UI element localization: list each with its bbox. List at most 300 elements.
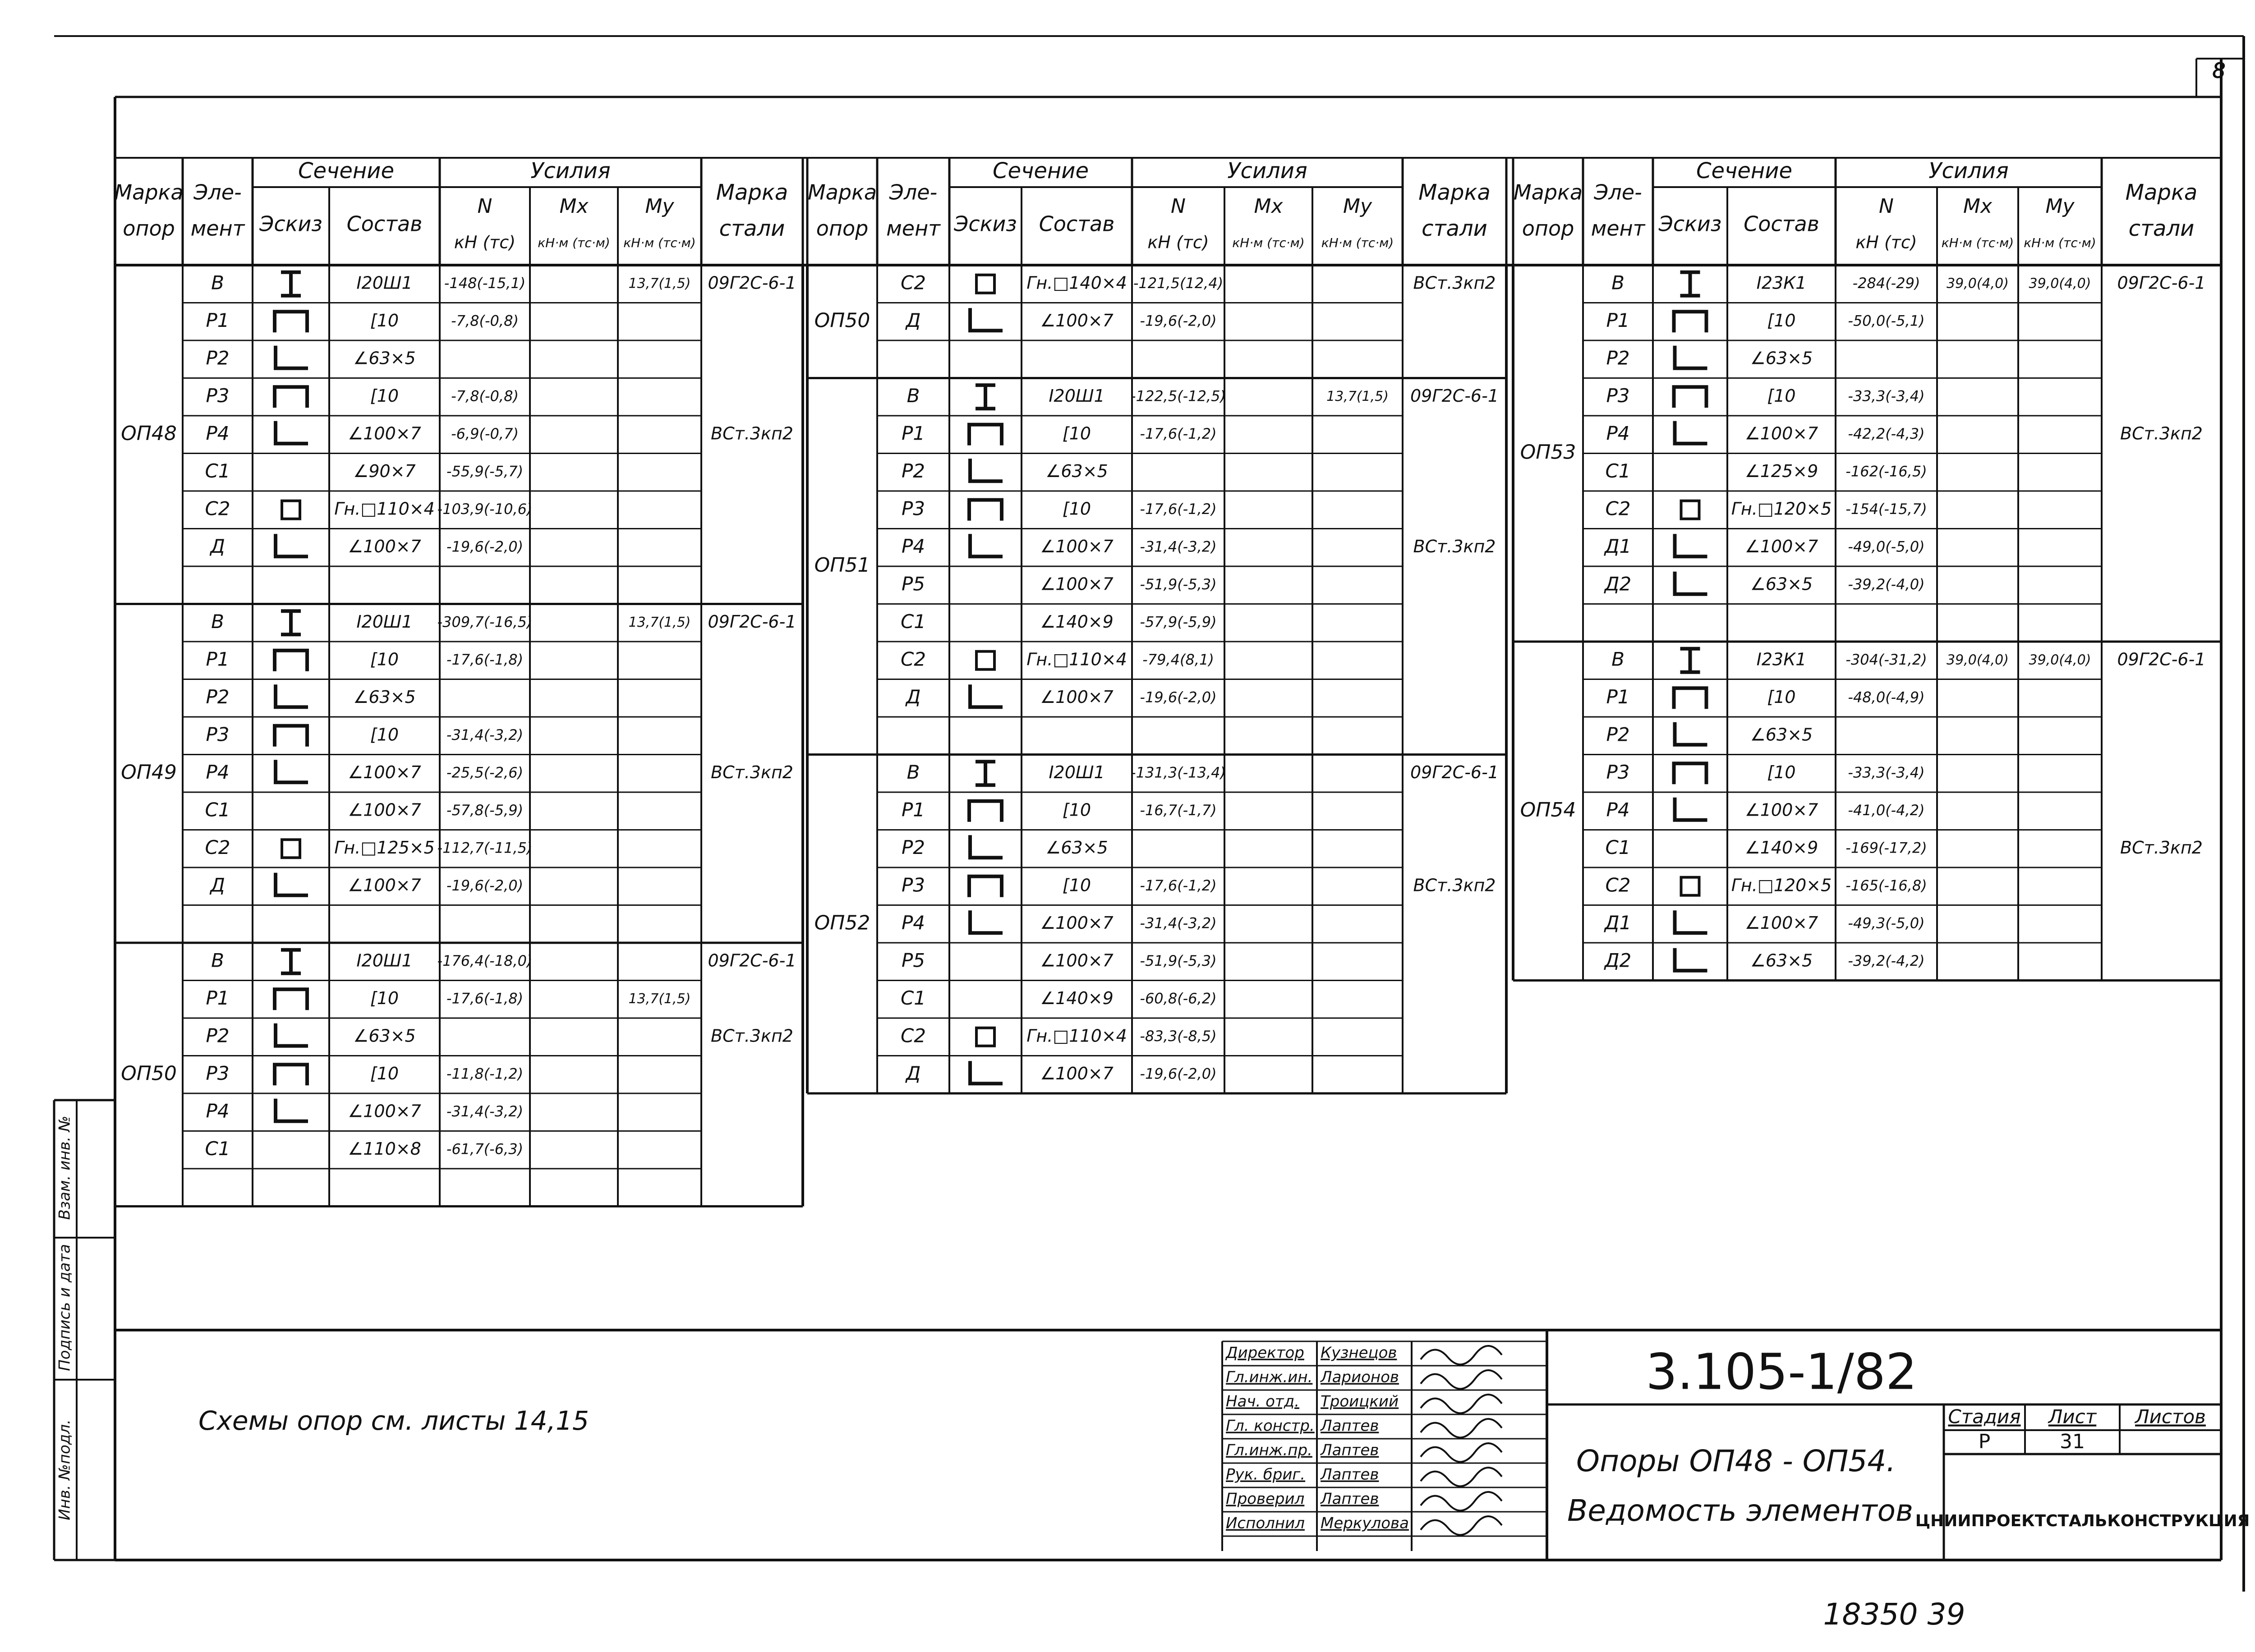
section-cell: ∠100×7 (1040, 687, 1114, 707)
header-marka-stali-2: стали (2128, 216, 2195, 241)
element-cell: Р5 (901, 573, 925, 595)
element-cell: С2 (205, 836, 230, 858)
note-text: Схемы опор см. листы 14,15 (198, 1405, 589, 1436)
header-my: Му (2045, 195, 2075, 218)
element-cell: Р2 (1606, 723, 1630, 746)
square-tube-icon (976, 275, 994, 293)
section-cell: [10 (1767, 762, 1796, 782)
i-beam-icon (281, 611, 301, 634)
element-cell: Р4 (1606, 798, 1630, 821)
section-cell: I23К1 (1756, 273, 1807, 293)
element-cell: Р1 (206, 648, 230, 670)
section-cell: [10 (1767, 310, 1796, 330)
side-label: Подпись и дата (55, 1244, 74, 1371)
angle-icon (276, 873, 308, 895)
header-mx: Мх (1963, 195, 1993, 218)
moment-my-cell: 13,7(1,5) (628, 275, 691, 292)
element-cell: С1 (205, 1137, 230, 1160)
angle-icon (970, 534, 1003, 556)
element-cell: Р4 (206, 1100, 230, 1122)
header-sostav: Состав (346, 211, 423, 236)
header-my: Му (1343, 195, 1372, 218)
element-cell: С1 (900, 610, 926, 633)
force-n-cell: -162(-16,5) (1845, 463, 1927, 480)
organization-name: ЦНИИПРОЕКТСТАЛЬКОНСТРУКЦИЯ (1915, 1512, 2250, 1530)
force-n-cell: -304(-31,2) (1845, 651, 1927, 668)
channel-icon (1674, 688, 1707, 709)
header-mx-units: кН·м (тс·м) (1232, 235, 1305, 250)
channel-icon (275, 651, 307, 671)
moment-my-cell: 13,7(1,5) (628, 614, 691, 630)
section-cell: ∠110×8 (348, 1138, 421, 1159)
signature-name: Лаптев (1321, 1465, 1379, 1484)
signature-scribble (1421, 1346, 1502, 1364)
section-cell: ∠63×5 (1045, 461, 1108, 481)
header-n: N (1879, 195, 1894, 218)
angle-icon (970, 308, 1003, 330)
section-cell: ∠100×7 (1040, 1063, 1114, 1083)
force-n-cell: -7,8(-0,8) (451, 312, 519, 330)
signature-scribble (1421, 1419, 1502, 1437)
section-cell: ∠63×5 (1750, 348, 1813, 368)
header-mx: Мх (1254, 195, 1283, 218)
moment-mx-cell: 39,0(4,0) (1947, 275, 2009, 292)
section-cell: ∠140×9 (1040, 988, 1114, 1008)
force-n-cell: -31,4(-3,2) (1140, 538, 1217, 555)
i-beam-icon (281, 272, 301, 296)
signature-role: Гл.инж.ин. (1226, 1368, 1313, 1386)
channel-icon (969, 425, 1002, 445)
title-line-1: Опоры ОП48 - ОП54. (1576, 1444, 1896, 1479)
angle-icon (1675, 722, 1707, 745)
header-usiliya: Усилия (1227, 158, 1307, 184)
element-cell: Р1 (206, 309, 230, 331)
element-cell: Р3 (1606, 761, 1630, 783)
header-usiliya: Усилия (530, 158, 611, 184)
support-mark: ОП52 (814, 911, 870, 935)
channel-icon (275, 312, 307, 332)
section-cell: ∠63×5 (353, 687, 416, 707)
section-cell: ∠100×7 (1040, 950, 1114, 971)
section-cell: ∠100×7 (348, 536, 421, 556)
force-n-cell: -51,9(-5,3) (1140, 952, 1217, 969)
force-n-cell: -17,6(-1,2) (1140, 425, 1217, 442)
angle-icon (276, 534, 308, 556)
header-sechenie: Сечение (1696, 158, 1793, 184)
section-cell: Гн.□110×4 (1026, 1026, 1127, 1046)
section-cell: ∠100×7 (348, 1101, 421, 1121)
force-n-cell: -60,8(-6,2) (1140, 990, 1217, 1007)
header-marka-opor-1: Марка (114, 180, 184, 205)
side-label: Инв. №подл. (55, 1419, 74, 1520)
element-cell: С1 (900, 987, 926, 1009)
square-tube-icon (1681, 501, 1699, 519)
section-cell: ∠100×7 (1744, 800, 1818, 820)
force-n-cell: -11,8(-1,2) (446, 1065, 524, 1083)
signature-name: Лаптев (1321, 1490, 1379, 1508)
channel-icon (969, 500, 1002, 521)
header-my-units: кН·м (тс·м) (623, 235, 696, 250)
header-eskiz: Эскиз (259, 211, 322, 236)
section-cell: Гн.□110×4 (1026, 649, 1127, 670)
section-cell: [10 (370, 385, 399, 406)
force-n-cell: -19,6(-2,0) (1140, 312, 1217, 330)
element-cell: В (211, 271, 224, 294)
header-eskiz: Эскиз (1658, 211, 1722, 236)
force-n-cell: -61,7(-6,3) (446, 1140, 524, 1158)
section-cell: ∠63×5 (1045, 837, 1108, 858)
force-n-cell: -39,2(-4,2) (1848, 952, 1925, 969)
channel-icon (969, 801, 1002, 822)
element-cell: С1 (1605, 459, 1631, 482)
element-cell: Р2 (1606, 347, 1630, 369)
section-cell: Гн.□140×4 (1026, 273, 1127, 293)
signature-scribble (1421, 1468, 1502, 1486)
section-cell: I20Ш1 (1049, 762, 1105, 782)
angle-icon (970, 684, 1003, 707)
force-n-cell: -165(-16,8) (1845, 876, 1927, 894)
element-cell: Р2 (901, 459, 925, 482)
support-mark: ОП50 (814, 309, 870, 332)
element-cell: Р1 (206, 987, 230, 1009)
header-usiliya: Усилия (1928, 158, 2009, 184)
steel-grade-cell: ВСт.3кп2 (711, 1026, 793, 1046)
angle-icon (970, 910, 1003, 933)
element-cell: Р4 (901, 535, 925, 557)
signature-role: Гл.инж.пр. (1226, 1441, 1312, 1459)
force-n-cell: -169(-17,2) (1845, 839, 1927, 857)
square-tube-icon (1681, 877, 1699, 895)
corner-sheet-number: 8 (2212, 58, 2226, 83)
header-n: N (1171, 195, 1186, 218)
angle-icon (1675, 346, 1707, 368)
channel-icon (275, 989, 307, 1010)
signature-role: Гл. констр. (1226, 1417, 1315, 1435)
element-cell: Д1 (1604, 911, 1632, 934)
element-cell: С1 (205, 798, 230, 821)
angle-icon (1675, 572, 1707, 594)
angle-icon (276, 760, 308, 782)
header-mx-units: кН·м (тс·м) (1941, 235, 2014, 250)
element-cell: Д (906, 1062, 921, 1084)
force-n-cell: -25,5(-2,6) (446, 764, 524, 781)
angle-icon (1675, 534, 1707, 556)
header-element-2: мент (1591, 216, 1645, 241)
section-cell: ∠100×7 (1040, 913, 1114, 933)
force-n-cell: -49,3(-5,0) (1848, 914, 1925, 932)
force-n-cell: -39,2(-4,0) (1848, 575, 1925, 593)
angle-icon (1675, 798, 1707, 820)
header-mx: Мх (559, 195, 589, 218)
section-cell: [10 (1062, 875, 1091, 895)
section-cell: [10 (1767, 687, 1796, 707)
force-n-cell: -55,9(-5,7) (446, 463, 524, 480)
steel-grade-cell: 09Г2С-6-1 (2117, 273, 2206, 293)
signature-name: Кузнецов (1321, 1344, 1397, 1362)
steel-grade-cell: 09Г2С-6-1 (708, 950, 796, 971)
stage-value: Р (1978, 1430, 1991, 1453)
steel-grade-cell: 09Г2С-6-1 (708, 611, 796, 632)
channel-icon (275, 387, 307, 408)
force-n-cell: -19,6(-2,0) (446, 876, 524, 894)
element-cell: Р3 (1606, 384, 1630, 407)
support-mark: ОП50 (121, 1062, 177, 1085)
header-element-1: Эле- (889, 180, 938, 205)
header-my-units: кН·м (тс·м) (1321, 235, 1394, 250)
header-my: Му (645, 195, 674, 218)
section-cell: ∠100×7 (348, 423, 421, 444)
force-n-cell: -31,4(-3,2) (446, 726, 524, 743)
support-mark: ОП48 (121, 422, 177, 445)
moment-my-cell: 39,0(4,0) (2029, 275, 2091, 292)
header-n-units: кН (тс) (454, 232, 516, 252)
section-cell: Гн.□110×4 (334, 499, 435, 519)
signature-name: Лаптев (1321, 1417, 1379, 1435)
header-element-1: Эле- (1594, 180, 1642, 205)
section-cell: ∠63×5 (353, 1026, 416, 1046)
angle-icon (276, 1023, 308, 1046)
steel-grade-cell: 09Г2С-6-1 (1410, 385, 1499, 406)
header-marka-stali-2: стали (1422, 216, 1487, 241)
section-cell: ∠63×5 (1750, 950, 1813, 971)
force-n-cell: -57,9(-5,9) (1140, 613, 1217, 631)
header-marka-opor-2: опор (1522, 216, 1574, 241)
section-cell: [10 (370, 649, 399, 670)
archive-number: 18350 39 (1823, 1597, 1965, 1632)
header-sechenie: Сечение (298, 158, 395, 184)
sheet-value: 31 (2060, 1430, 2085, 1453)
section-cell: [10 (370, 1063, 399, 1083)
i-beam-icon (1680, 649, 1700, 672)
header-marka-opor-1: Марка (807, 180, 877, 205)
header-marka-opor-2: опор (816, 216, 869, 241)
section-cell: ∠100×7 (1744, 913, 1818, 933)
section-cell: [10 (1062, 800, 1091, 820)
channel-icon (969, 876, 1002, 897)
section-cell: ∠63×5 (1750, 725, 1813, 745)
header-sostav: Состав (1039, 211, 1115, 236)
header-n-units: кН (тс) (1147, 232, 1209, 252)
element-cell: В (1611, 271, 1625, 294)
header-sostav: Состав (1744, 211, 1819, 236)
square-tube-icon (282, 840, 300, 858)
force-n-cell: -19,6(-2,0) (1140, 1065, 1217, 1083)
section-cell: I23К1 (1756, 649, 1807, 670)
section-cell: Гн.□120×5 (1731, 875, 1832, 895)
force-n-cell: -17,6(-1,2) (1140, 876, 1217, 894)
sheet-label: Лист (2048, 1405, 2097, 1428)
section-cell: [10 (370, 988, 399, 1008)
element-cell: Д (906, 309, 921, 331)
angle-icon (276, 421, 308, 444)
section-cell: ∠100×7 (1744, 423, 1818, 444)
element-cell: Д2 (1604, 573, 1632, 595)
header-mx-units: кН·м (тс·м) (538, 235, 610, 250)
force-n-cell: -122,5(-12,5) (1131, 387, 1226, 405)
steel-grade-cell: ВСт.3кп2 (711, 423, 793, 444)
element-cell: Р3 (901, 497, 925, 520)
force-n-cell: -131,3(-13,4) (1131, 764, 1226, 781)
steel-grade-cell: 09Г2С-6-1 (2117, 649, 2206, 670)
angle-icon (970, 835, 1003, 858)
element-cell: В (907, 384, 920, 407)
element-cell: Р3 (206, 723, 230, 746)
section-cell: ∠100×7 (1040, 536, 1114, 556)
steel-grade-cell: 09Г2С-6-1 (708, 273, 796, 293)
channel-icon (1674, 387, 1707, 408)
section-cell: ∠100×7 (348, 875, 421, 895)
steel-grade-cell: ВСт.3кп2 (1413, 273, 1496, 293)
i-beam-icon (976, 762, 995, 785)
signature-name: Лаптев (1321, 1441, 1379, 1459)
signature-role: Исполнил (1226, 1514, 1305, 1533)
element-cell: С2 (900, 271, 926, 294)
section-cell: [10 (370, 310, 399, 330)
steel-grade-cell: ВСт.3кп2 (2120, 837, 2203, 858)
angle-icon (970, 1061, 1003, 1083)
stage-label: Стадия (1948, 1405, 2021, 1428)
moment-my-cell: 13,7(1,5) (1326, 388, 1389, 404)
header-n: N (477, 195, 492, 218)
moment-mx-cell: 39,0(4,0) (1947, 652, 2009, 668)
support-mark: ОП54 (1520, 798, 1576, 821)
section-cell: [10 (1062, 499, 1091, 519)
header-my-units: кН·м (тс·м) (2024, 235, 2096, 250)
element-cell: Р1 (901, 422, 925, 445)
header-element-2: мент (190, 216, 245, 241)
force-n-cell: -7,8(-0,8) (451, 387, 519, 405)
force-n-cell: -19,6(-2,0) (1140, 688, 1217, 706)
section-cell: ∠140×9 (1040, 611, 1114, 632)
force-n-cell: -79,4(8,1) (1142, 651, 1214, 668)
section-cell: ∠100×7 (1040, 310, 1114, 330)
signature-name: Ларионов (1321, 1368, 1399, 1386)
side-strip (54, 1100, 115, 1560)
signature-scribble (1421, 1370, 1502, 1389)
signature-scribble (1421, 1492, 1502, 1510)
element-cell: В (211, 610, 224, 633)
element-cell: Р3 (901, 874, 925, 896)
angle-icon (276, 346, 308, 368)
i-beam-icon (976, 385, 995, 408)
element-cell: С1 (205, 459, 230, 482)
force-n-cell: -121,5(12,4) (1133, 274, 1224, 292)
force-n-cell: -17,6(-1,8) (446, 990, 524, 1007)
steel-grade-cell: ВСт.3кп2 (1413, 875, 1496, 895)
force-n-cell: -6,9(-0,7) (451, 425, 519, 442)
section-cell: I20Ш1 (356, 611, 413, 632)
square-tube-icon (976, 1028, 994, 1046)
element-cell: Д (210, 535, 225, 557)
element-cell: Р2 (206, 685, 230, 708)
header-eskiz: Эскиз (954, 211, 1017, 236)
force-n-cell: -112,7(-11,5) (437, 839, 533, 857)
i-beam-icon (1680, 272, 1700, 296)
angle-icon (276, 1099, 308, 1121)
section-cell: ∠63×5 (353, 348, 416, 368)
force-n-cell: -148(-15,1) (444, 274, 526, 292)
element-cell: С2 (900, 1024, 926, 1047)
force-n-cell: -17,6(-1,8) (446, 651, 524, 668)
element-cell: С2 (205, 497, 230, 520)
force-n-cell: -31,4(-3,2) (1140, 914, 1217, 932)
section-cell: ∠100×7 (1744, 536, 1818, 556)
force-n-cell: -176,4(-18,0) (437, 952, 533, 969)
signature-scribble (1421, 1395, 1502, 1413)
signature-name: Троицкий (1321, 1392, 1399, 1411)
square-tube-icon (976, 652, 994, 670)
steel-grade-cell: ВСт.3кп2 (1413, 536, 1496, 556)
signature-scribble (1421, 1516, 1502, 1535)
table-panel-3 (1513, 158, 2221, 981)
force-n-cell: -50,0(-5,1) (1848, 312, 1925, 330)
header-element-2: мент (886, 216, 940, 241)
force-n-cell: -42,2(-4,3) (1848, 425, 1925, 442)
element-cell: В (1611, 648, 1625, 670)
section-cell: ∠90×7 (353, 461, 416, 481)
header-marka-stali-1: Марка (716, 180, 788, 205)
section-cell: I20Ш1 (356, 950, 413, 971)
element-cell: С2 (900, 648, 926, 670)
support-mark: ОП51 (814, 554, 870, 577)
moment-my-cell: 13,7(1,5) (628, 991, 691, 1007)
signature-scribble (1421, 1443, 1502, 1462)
document-code: 3.105-1/82 (1646, 1343, 1917, 1401)
element-cell: Р4 (1606, 422, 1630, 445)
element-cell: Д (210, 874, 225, 896)
element-cell: Д2 (1604, 949, 1632, 972)
force-n-cell: -49,0(-5,0) (1848, 538, 1925, 555)
header-marka-stali-1: Марка (2125, 180, 2198, 205)
section-cell: ∠100×7 (1040, 574, 1114, 594)
steel-grade-cell: ВСт.3кп2 (711, 762, 793, 782)
header-marka-stali-2: стали (719, 216, 785, 241)
signature-role: Проверил (1226, 1490, 1305, 1508)
header-marka-opor-1: Марка (1513, 180, 1583, 205)
element-cell: С2 (1605, 874, 1631, 896)
force-n-cell: -309,7(-16,5) (437, 613, 533, 631)
force-n-cell: -19,6(-2,0) (446, 538, 524, 555)
force-n-cell: -284(-29) (1852, 274, 1920, 292)
sheets-label: Листов (2135, 1405, 2206, 1428)
channel-icon (1674, 763, 1707, 784)
element-cell: Р2 (901, 836, 925, 858)
element-cell: Р3 (206, 1062, 230, 1084)
section-cell: [10 (1062, 423, 1091, 444)
force-n-cell: -33,3(-3,4) (1848, 764, 1925, 781)
element-cell: Д1 (1604, 535, 1632, 557)
angle-icon (970, 459, 1003, 481)
header-element-1: Эле- (193, 180, 242, 205)
channel-icon (275, 726, 307, 747)
element-cell: С2 (1605, 497, 1631, 520)
element-cell: Р4 (206, 761, 230, 783)
section-cell: ∠100×7 (348, 762, 421, 782)
support-mark: ОП49 (121, 761, 177, 784)
element-cell: Р4 (206, 422, 230, 445)
element-cell: В (907, 761, 920, 783)
force-n-cell: -103,9(-10,6) (437, 500, 533, 518)
steel-grade-cell: ВСт.3кп2 (2120, 423, 2203, 444)
channel-icon (1674, 312, 1707, 332)
section-cell: ∠100×7 (348, 800, 421, 820)
section-cell: ∠63×5 (1750, 574, 1813, 594)
section-cell: ∠125×9 (1744, 461, 1818, 481)
element-cell: В (211, 949, 224, 972)
header-marka-stali-1: Марка (1418, 180, 1491, 205)
element-cell: Р5 (901, 949, 925, 972)
table-panel-2 (807, 158, 1506, 1093)
